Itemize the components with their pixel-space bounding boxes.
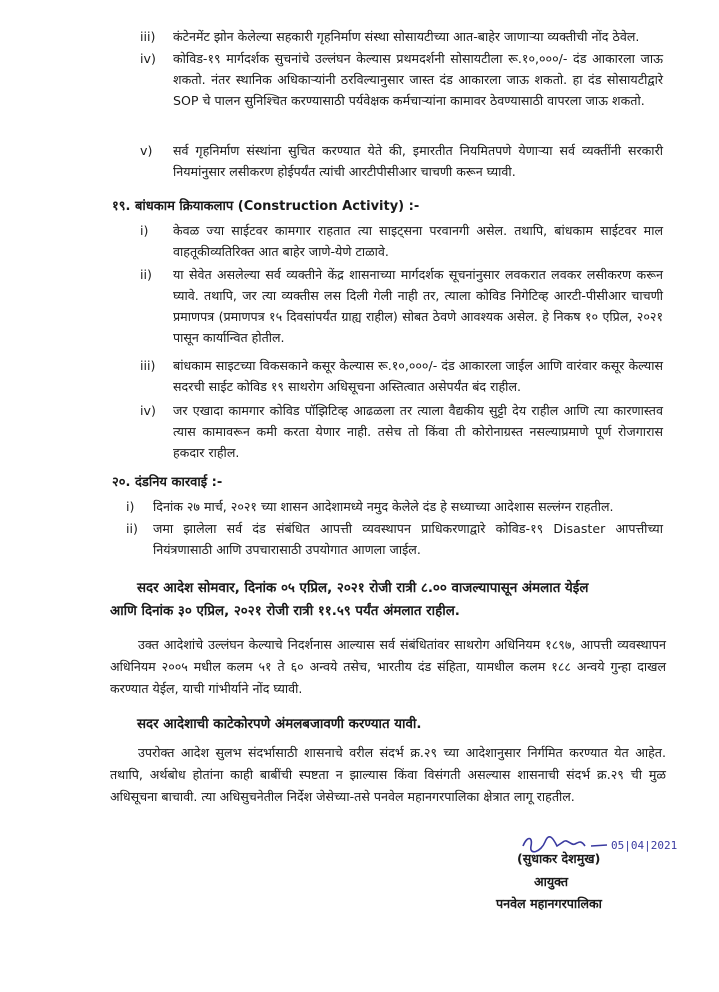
list-number: i) [126,499,135,514]
effective-line-2: आणि दिनांक ३० एप्रिल, २०२१ रोजी रात्री ११.५९ पर्यंत अंमलात राहील. [110,604,460,619]
list-text: दिनांक २७ मार्च, २०२१ च्या शासन आदेशामध्ये नमुद केलेले दंड हे सध्याच्या आदेशास सल्लंग्न राहतील. [153,499,614,514]
list-text: बांधकाम साइटच्या विकसकाने कसूर केल्यास रू.१०,०००/- दंड आकारला जाईल आणि वारंवार कसूर केल्यास सदरची साईट कोविड १९ साथरोग अधिसूचना अस्तित्वात असेपर्यंत बंद राहील. [173,358,663,394]
signatory-organization: पनवेल महानगरपालिका [496,896,602,911]
svg-text:05|04|2021: 05|04|2021 [611,839,678,852]
list-number: iii) [140,29,156,44]
list-text: कंटेनमेंट झोन केलेल्या सहकारी गृहनिर्माण संस्था सोसायटीच्या आत-बाहेर जाणाऱ्या व्यक्तीची नोंद ठेवेल. [173,29,640,44]
reference-text: उपरोक्त आदेश सुलभ संदर्भासाठी शासनाचे वरील संदर्भ क्र.२९ च्या आदेशानुसार निर्गमित करण्यात येत आहेत. तथापि, अर्थबोध होतांना काही बाबींची स्पष्टता न झाल्यास किंवा विसंगती असल्यास शासनाची संदर्भ क्र.२९ ची मुळ अधिसूचना बाचावी. त्या अधिसुचनेतील निर्देश जेसेच्या-तसे पनवेल महानगरपालिका क्षेत्रात लागू राहतील. [110,745,666,804]
list-number: ii) [140,267,152,282]
list-text: सर्व गृहनिर्माण संस्थांना सुचित करण्यात येते की, इमारतीत नियमितपणे येणाऱ्या सर्व व्यक्तींनी सरकारी नियमांनुसार लसीकरण होईपर्यंत त्यांची आरटीपीसीआर चाचणी करून घ्यावी. [173,143,663,179]
list-number: iii) [140,358,156,373]
list-text: जमा झालेला सर्व दंड संबंधित आपत्ती व्यवस्थापन प्राधिकरणाद्वारे कोविड-१९ Disaster आपत्तीच्या नियंत्रणासाठी आणि उपचारासाठी उपयोगात आणला जाईल. [153,521,663,557]
violation-text: उक्त आदेशांचे उल्लंघन केल्याचे निदर्शनास आल्यास सर्व संबंधितांवर साथरोग अधिनियम १८९७, आपत्ती व्यवस्थापन अधिनियम २००५ मधील कलम ५१ ते ६० अन्वये तसेच, भारतीय दंड संहिता, यामधील कलम १८८ अन्वये गुन्हा दाखल करण्यात येईल, याची गांभीर्याने नोंद घ्यावी. [110,637,666,696]
list-number: iv) [140,403,156,418]
strict-implementation-line: सदर आदेशाची काटेकोरपणे अंमलबजावणी करण्यात यावी. [137,717,422,732]
list-text: या सेवेत असलेल्या सर्व व्यक्तीने केंद्र शासनाच्या मार्गदर्शक सूचनांनुसार लवकरात लवकर लसीकरण करून घ्यावे. तथापि, जर त्या व्यक्तीस लस दिली गेली नाही तर, त्याला कोविड निगेटिव्ह आरटी-पीसीआर चाचणी प्रमाणपत्र (प्रमाणपत्र १५ दिवसांपर्यंत ग्राह्य राहील) सोबत ठेवणे आवश्यक असेल. हे निकष १० एप्रिल, २०२१ पासून कार्यान्वित होतील. [173,267,663,345]
effective-line-1: सदर आदेश सोमवार, दिनांक ०५ एप्रिल, २०२१ रोजी रात्री ८.०० वाजल्यापासून अंमलात येईल [137,581,589,596]
section-19-heading: १९. बांधकाम क्रियाकलाप (Construction Activity) :- [112,199,420,214]
reference-paragraph [110,742,666,808]
list-number: ii) [126,521,138,536]
list-text: जर एखादा कामगार कोविड पॉझिटिव्ह आढळला तर त्याला वैद्यकीय सुट्टी देय राहील आणि त्या कारणास्तव त्यास कामावरून कमी करता येणार नाही. तसेच तो किंवा ती कोरोनाग्रस्त नसल्याप्रमाणे पूर्ण रोजगारास हकदार राहील. [173,403,663,460]
list-number: iv) [140,51,156,66]
list-number: v) [140,143,153,158]
signatory-title: आयुक्त [534,874,569,889]
signatory-name: (सुधाकर देशमुख) [517,851,601,866]
violation-paragraph [110,634,666,700]
list-number: i) [140,223,149,238]
list-text: कोविड-१९ मार्गदर्शक सुचनांचे उल्लंघन केल्यास प्रथमदर्शनी सोसायटीला रू.१०,०००/- दंड आकारला जाऊ शकतो. नंतर स्थानिक अधिकाऱ्यांनी ठरविल्यानुसार जास्त दंड आकारला जाऊ शकतो. हा दंड सोसायटीद्वारे SOP चे पालन सुनिश्चित करण्यासाठी पर्यवेक्षक कर्मचाऱ्यांना कामावर ठेवण्यासाठी वापरला जाऊ शकतो. [173,51,663,108]
list-text: केवळ ज्या साईटवर कामगार राहतात त्या साइट्सना परवानगी असेल. तथापि, बांधकाम साईटवर माल वाहतूकीव्यतिरिक्त आत बाहेर जाणे-येणे टाळावे. [173,223,663,259]
section-20-heading: २०. दंडनिय कारवाई :- [112,475,223,490]
